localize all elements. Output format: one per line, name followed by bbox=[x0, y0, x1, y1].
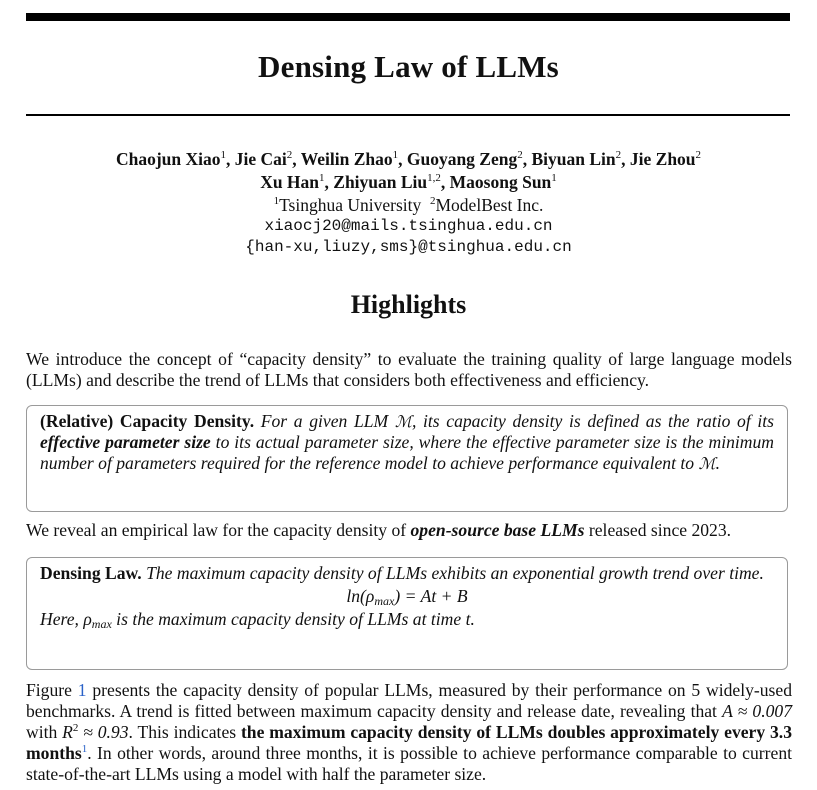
author-affiliation-mark: 1 bbox=[551, 172, 557, 184]
definition-part: For a given LLM bbox=[260, 411, 395, 431]
separator: , bbox=[621, 149, 630, 169]
math-expression: ≈ 0.93 bbox=[78, 722, 129, 742]
subscript: max bbox=[374, 594, 395, 608]
figure-reference-link[interactable]: 1 bbox=[77, 680, 87, 700]
author: Chaojun Xiao bbox=[115, 149, 221, 169]
affiliation-mark: 1 bbox=[273, 195, 280, 207]
author-line-1 bbox=[0, 148, 817, 171]
paper-title: Densing Law of LLMs bbox=[258, 49, 559, 84]
definition-part: , its capacity density is defined as the ratio of its bbox=[411, 411, 774, 431]
equation-part: ) = At + B bbox=[394, 586, 468, 606]
explanation-part: is the maximum capacity density of LLMs at time t. bbox=[111, 609, 475, 629]
affiliation-mark: 2 bbox=[430, 195, 436, 207]
model-symbol: ℳ bbox=[698, 454, 716, 473]
subscript: max bbox=[91, 617, 112, 631]
affiliations bbox=[0, 194, 817, 216]
model-symbol: ℳ bbox=[394, 412, 412, 431]
definition-part: . bbox=[715, 453, 720, 473]
summary-text: with bbox=[26, 722, 63, 742]
law-explanation bbox=[40, 609, 774, 630]
author-affiliation-mark: 2 bbox=[695, 149, 702, 161]
author: Maosong Sun bbox=[449, 172, 552, 192]
separator: , bbox=[440, 172, 450, 192]
author-affiliation-mark: 1 bbox=[319, 172, 325, 184]
author-affiliation-mark: 1,2 bbox=[427, 172, 441, 184]
definition-part: to its actual parameter size, where the effective parameter size is the minimum number of parameters required for the reference model to achieve performance equivalent to bbox=[40, 432, 775, 473]
author-line-2 bbox=[0, 171, 817, 194]
author: Jie Zhou bbox=[629, 149, 696, 169]
author: Xu Han bbox=[260, 172, 320, 192]
author: Biyuan Lin bbox=[531, 149, 616, 169]
summary-text: presents the capacity density of popular LLMs, measured by their performance on 5 widely-used benchmarks. A trend is fitted between maximum capacity density and release date, revealing that bbox=[26, 680, 792, 721]
author-affiliation-mark: 1 bbox=[220, 149, 226, 161]
law-statement bbox=[40, 563, 774, 584]
author-affiliation-mark: 2 bbox=[286, 149, 293, 161]
separator: , bbox=[398, 149, 407, 169]
author-affiliation-mark: 1 bbox=[392, 149, 399, 161]
definition-term: (Relative) Capacity Density. bbox=[40, 411, 255, 431]
superscript: 2 bbox=[72, 722, 79, 734]
math-expression: A ≈ 0.007 bbox=[722, 701, 792, 721]
explanation-part: Here, bbox=[40, 609, 84, 629]
reveal-text: We reveal an empirical law for the capacity density of bbox=[26, 520, 411, 540]
author-affiliation-mark: 2 bbox=[517, 149, 523, 161]
figure-summary-paragraph bbox=[26, 680, 792, 785]
law-equation bbox=[40, 586, 774, 607]
densing-law-box bbox=[26, 557, 788, 670]
author: Guoyang Zeng bbox=[406, 149, 518, 169]
affiliation-tsinghua: Tsinghua University bbox=[279, 195, 422, 215]
footnote-reference-link[interactable]: 1 bbox=[81, 743, 88, 755]
title-rule bbox=[26, 114, 790, 116]
separator: , bbox=[324, 172, 334, 192]
author-affiliation-mark: 2 bbox=[615, 149, 622, 161]
definition-text bbox=[40, 411, 774, 474]
summary-text: . In other words, around three months, it is possible to achieve performance comparable to current state-of-the-art LLMs using a model with half the parameter size. bbox=[26, 743, 792, 784]
summary-text: . This indicates bbox=[128, 722, 241, 742]
highlights-heading: Highlights bbox=[350, 290, 467, 319]
reveal-text: released since 2023. bbox=[584, 520, 732, 540]
affiliation-modelbest: ModelBest Inc. bbox=[435, 195, 544, 215]
reveal-paragraph bbox=[26, 520, 792, 541]
rho-symbol: ρ bbox=[83, 609, 92, 629]
separator: , bbox=[226, 149, 235, 169]
law-text: The maximum capacity density of LLMs exhibits an exponential growth trend over time. bbox=[146, 563, 764, 583]
email-link[interactable]: xiaocj20@mails.tsinghua.edu.cn bbox=[264, 217, 553, 235]
law-term: Densing Law. bbox=[40, 563, 142, 583]
separator: , bbox=[292, 149, 301, 169]
intro-paragraph: We introduce the concept of “capacity density” to evaluate the training quality of large language models (LLMs) and describe the trend of LLMs that considers both effectiveness and efficiency. bbox=[26, 349, 792, 390]
capacity-density-definition-box bbox=[26, 405, 788, 512]
top-rule bbox=[26, 13, 790, 21]
separator: , bbox=[522, 149, 532, 169]
author: Zhiyuan Liu bbox=[333, 172, 428, 192]
summary-text: Figure bbox=[26, 680, 78, 700]
equation-part: ln( bbox=[346, 586, 366, 606]
definition-emphasis: effective parameter size bbox=[40, 432, 211, 452]
key-finding: the maximum capacity density of LLMs doubles approximately every 3.3 months bbox=[26, 722, 792, 763]
author: Jie Cai bbox=[234, 149, 287, 169]
author: Weilin Zhao bbox=[300, 149, 393, 169]
email-link[interactable]: {han-xu,liuzy,sms}@tsinghua.edu.cn bbox=[245, 238, 572, 256]
rho-symbol: ρ bbox=[365, 586, 375, 606]
math-expression: R bbox=[62, 722, 73, 742]
reveal-emphasis: open-source base LLMs bbox=[410, 520, 585, 540]
author-block bbox=[0, 148, 817, 258]
